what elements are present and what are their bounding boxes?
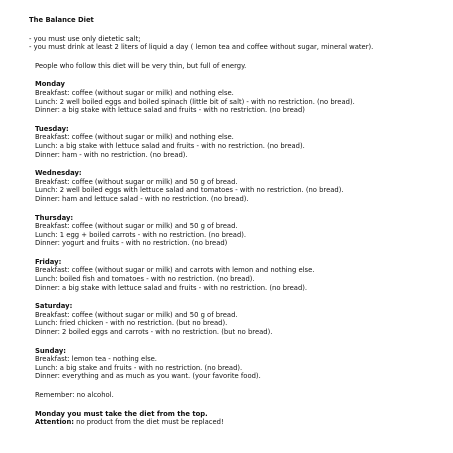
attention-label: Attention: [35, 418, 75, 427]
day-friday [35, 258, 453, 292]
meal-breakfast: Breakfast: coffee (without sugar or milk) and 50 g of bread. [35, 310, 238, 319]
day-monday [35, 80, 453, 114]
day-heading: Wednesday: [35, 169, 82, 178]
remember-note: Remember: no alcohol. [35, 391, 114, 399]
meal-dinner: Dinner: ham and lettuce salad - with no restriction. (no bread). [35, 194, 249, 203]
meal-lunch: Lunch: fried chicken - with no restriction. (but no bread). [35, 319, 228, 328]
day-sunday [35, 347, 453, 381]
diet-note: People who follow this diet will be very thin, but full of energy. [35, 61, 247, 70]
meal-breakfast: Breakfast: coffee (without sugar or milk) and 50 g of bread. [35, 177, 238, 186]
meal-breakfast: Breakfast: coffee (without sugar or milk) and carrots with lemon and nothing else. [35, 266, 315, 275]
meal-dinner: Dinner: 2 boiled eggs and carrots - with no restriction. (but no bread). [35, 328, 273, 337]
meal-breakfast: Breakfast: lemon tea - nothing else. [35, 355, 157, 364]
day-heading: Tuesday: [35, 124, 69, 133]
day-heading: Sunday: [35, 346, 66, 355]
attention-text: no product from the diet must be replaced! [74, 418, 224, 427]
meal-lunch: Lunch: 2 well boiled eggs with lettuce salad and tomatoes - with no restriction. (no bread). [35, 186, 344, 195]
meal-dinner: Dinner: a big stake with lettuce salad and fruits - with no restriction. (no bread) [35, 106, 305, 115]
meal-lunch: Lunch: 1 egg + boiled carrots - with no restriction. (no bread). [35, 230, 247, 239]
meal-dinner: Dinner: ham - with no restriction. (no bread). [35, 150, 188, 159]
meal-dinner: Dinner: yogurt and fruits - with no restriction. (no bread) [35, 239, 228, 248]
day-wednesday [35, 169, 453, 203]
meal-lunch: Lunch: boiled fish and tomatoes - with no restriction. (no bread). [35, 275, 255, 284]
day-tuesday [35, 125, 453, 159]
attention-note [35, 418, 453, 427]
rules-list [29, 35, 453, 52]
day-saturday [35, 302, 453, 336]
meal-lunch: Lunch: a big stake with lettuce salad and fruits - with no restriction. (no bread). [35, 141, 305, 150]
rule-salt: - you must use only dietetic salt; [29, 34, 141, 43]
meal-dinner: Dinner: everything and as much as you want. (your favorite food). [35, 372, 261, 381]
monday-restart-note: Monday you must take the diet from the top. [35, 409, 208, 418]
meal-lunch: Lunch: a big stake and fruits - with no restriction. (no bread). [35, 363, 243, 372]
day-heading: Friday: [35, 257, 62, 266]
day-heading: Monday [35, 80, 65, 89]
meal-dinner: Dinner: a big stake with lettuce salad and fruits - with no restriction. (no bread). [35, 283, 308, 292]
document-title: The Balance Diet [29, 16, 94, 24]
meal-breakfast: Breakfast: coffee (without sugar or milk) and nothing else. [35, 88, 234, 97]
meal-lunch: Lunch: 2 well boiled eggs and boiled spinach (little bit of salt) - with no restriction. (no bread). [35, 97, 355, 106]
footer-notes [35, 410, 453, 427]
day-heading: Thursday: [35, 213, 74, 222]
rule-liquid: - you must drink at least 2 liters of liquid a day ( lemon tea and coffee without sugar, mineral water). [29, 43, 374, 52]
meal-breakfast: Breakfast: coffee (without sugar or milk) and 50 g of bread. [35, 222, 238, 231]
day-heading: Saturday: [35, 302, 73, 311]
meal-breakfast: Breakfast: coffee (without sugar or milk) and nothing else. [35, 133, 234, 142]
day-thursday [35, 214, 453, 248]
